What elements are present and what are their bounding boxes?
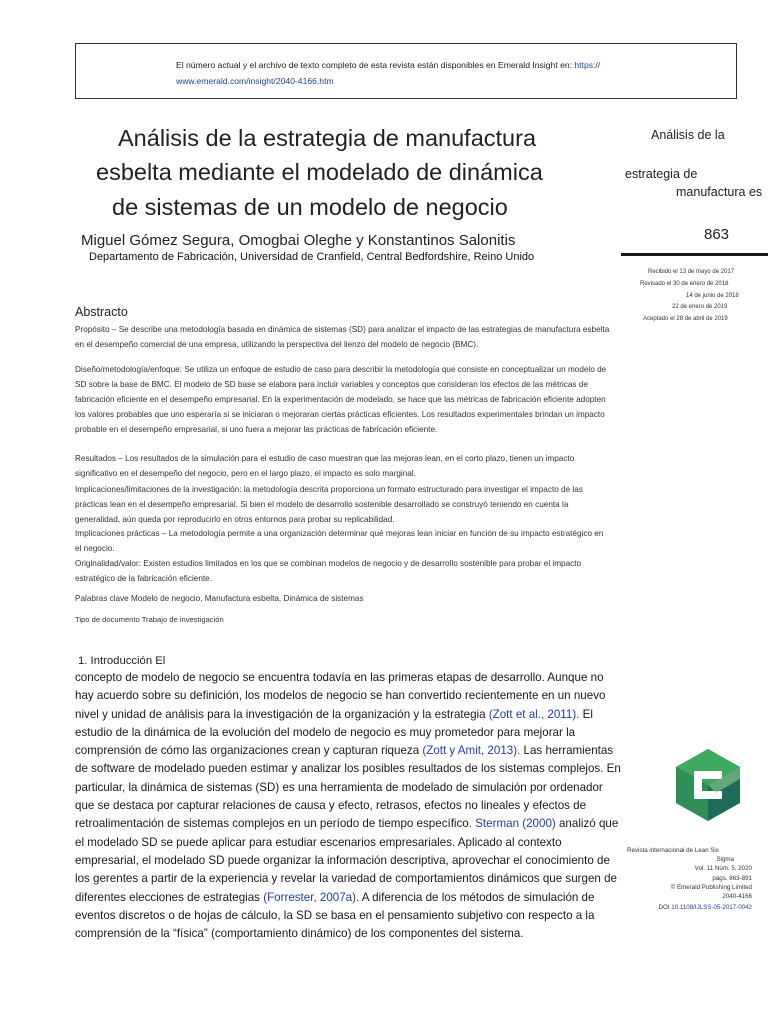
authors: Miguel Gómez Segura, Omogbai Oleghe y Konstantinos Salonitis xyxy=(81,232,516,249)
abstract-originality: Originalidad/valor: Existen estudios limitados en los que se combinan modelos de negocio y de desarrollo sostenible para probar el impacto estratégico de la fabricación eficiente. xyxy=(75,559,582,583)
intro-text-3: Las herramientas de software de modelado pueden estimar y analizar los posibles resultados de los sistemas complejos. En particular, la dinámica de sistemas (SD) es una herramienta de modelado de simulación por ordenador que se destaca por capturar relaciones de causa y efecto, retrasos, efectos no lineales y efectos de retroalimentación de sistemas complejos en un período de tiempo específico. xyxy=(75,744,621,831)
article-title-line-3: de sistemas de un modelo de negocio xyxy=(112,194,508,220)
notice-prefix: El número actual y el archivo de texto completo de esta revista están disponibles en Emerald Insight en: xyxy=(176,60,575,70)
date-revised-3: 22 de enero de 2019 xyxy=(672,304,728,310)
abstract-findings: Resultados – Los resultados de la simulación para el estudio de caso muestran que las mejoras lean, en el corto plazo, tienen un impacto significativo en el desempeño del negocio, pero en el largo plazo, el impacto es solo marginal. xyxy=(75,454,575,478)
doi-link[interactable]: 10.1108/IJLSS-05-2017-0042 xyxy=(671,904,752,912)
keywords: Palabras clave Modelo de negocio, Manufactura esbelta, Dinámica de sistemas xyxy=(75,594,364,603)
journal-name-line-1: Revista internacional de Lean Six xyxy=(627,847,719,854)
section-heading-introduction: 1. Introducción El xyxy=(78,655,166,667)
journal-volume: Vol. 11 Núm. 5, 2020 xyxy=(694,865,752,873)
intro-text-1: concepto de modelo de negocio se encuentra todavía en las primeras etapas de desarrollo. Aunque no hay acuerdo sobre su definición, los modelos de negocio se han convertido recientemente en un nuevo nivel y unidad de análisis para la investigación de la organización y la estrategia xyxy=(75,671,606,721)
intro-text-4: analizó que el modelado SD se puede aplicar para estudiar escenarios empresariales. Aplicado al contexto empresarial, el modelado SD puede organizar la información descriptiva, aprovechar el conocimiento de los gerentes a partir de la experiencia y revelar la variedad de comportamientos dinámicos que surgen de diferentes elecciones de estrategias xyxy=(75,817,619,904)
journal-metadata xyxy=(600,846,752,912)
doi-label: DOI xyxy=(658,904,672,912)
abstract-practical-implications: Implicaciones prácticas – La metodología permite a una organización determinar qué mejoras lean iniciar en función de su impacto estratégico en el negocio. xyxy=(75,529,604,553)
page-number: 863 xyxy=(704,226,730,243)
affiliation: Departamento de Fabricación, Universidad de Cranfield, Central Bedfordshire, Reino Unido xyxy=(89,251,535,263)
running-head-line-2: estrategia de xyxy=(625,167,698,181)
availability-notice-text xyxy=(176,57,626,89)
article-title-line-2: esbelta mediante el modelado de dinámica xyxy=(96,159,543,185)
emerald-publisher-logo xyxy=(676,749,740,821)
date-revised-1: Revisado el 30 de enero de 2018 xyxy=(640,281,729,287)
article-title-line-1: Análisis de la estrategia de manufactura xyxy=(118,125,537,151)
abstract-research-implications: Implicaciones/limitaciones de la investigación: la metodología descrita proporciona un formato estructurado para investigar el impacto de las prácticas lean en el desempeño empresarial. Si bien el modelo de desarrollo sostenible desarrollado se construyó teniendo en cuenta la generalidad, aún queda por reproducirlo en otros entornos para probar su replicabilidad. xyxy=(75,485,583,524)
date-revised-2: 14 de junio de 2018 xyxy=(686,293,739,299)
running-head-rule xyxy=(621,253,768,256)
abstract-purpose: Propósito – Se describe una metodología basada en dinámica de sistemas (SD) para analizar el impacto de las estrategias de manufactura esbelta en el desempeño comercial de una empresa, utilizando la perspectiva del lienzo del modelo de negocio (BMC). xyxy=(75,325,610,349)
intro-text-5: A diferencia de los métodos de simulación de eventos discretos o de hojas de cálculo, la SD se basa en el pensamiento subjetivo con respecto a la comprensión de la “física” (comportamiento dinámico) de los componentes del sistema. xyxy=(75,890,595,941)
journal-copyright: © Emerald Publishing Limited xyxy=(670,883,752,891)
abstract-heading: Abstracto xyxy=(75,305,128,319)
doi-line xyxy=(600,903,752,912)
journal-url-link-part2[interactable]: www.emerald.com/insight/2040-4166.htm xyxy=(176,76,334,86)
date-accepted: Aceptado el 28 de abril de 2019 xyxy=(643,316,728,322)
document-type: Tipo de documento Trabajo de investigación xyxy=(75,615,224,624)
citation-sterman-2000[interactable]: Sterman (2000) xyxy=(475,817,556,831)
abstract-design: Diseño/metodología/enfoque: Se utiliza un enfoque de estudio de caso para describir la metodología que consiste en conceptualizar un modelo de SD sobre la base de BMC. El modelo de SD base se elabora para incluir variables y conceptos que consideran los efectos de las métricas de fabricación eficiente en el desempeño empresarial. En la experimentación de modelado, se hace que las métricas de fabricación eficiente adopten los valores probables que uno esperaría si se iniciaran o mejoraran ciertas prácticas eficientes. Los resultados experimentales brindan un impacto probable en el desempeño empresarial, si uno fuera a mejorar las prácticas de fabricación eficiente. xyxy=(75,365,607,434)
running-head-line-3: manufactura es xyxy=(676,185,763,199)
journal-pages: págs. 863-891 xyxy=(712,874,752,882)
availability-notice-box xyxy=(75,43,737,99)
introduction-paragraph xyxy=(75,669,621,943)
citation-forrester-2007a[interactable]: (Forrester, 2007a). xyxy=(263,890,360,904)
journal-url-link-part1[interactable]: https:// xyxy=(574,60,601,70)
journal-issn: 2040-4166 xyxy=(722,893,752,901)
journal-name-line-2: Sigma xyxy=(716,856,734,864)
citation-zott-2011[interactable]: (Zott et al., 2011). xyxy=(488,707,580,721)
running-head-line-1: Análisis de la xyxy=(651,128,725,142)
intro-text-2: El estudio de la dinámica de la evolución del modelo de negocio es muy prometedor para mejorar la comprensión de cómo las organizaciones crean y capturan riqueza xyxy=(75,707,593,758)
date-received: Recibido el 13 de mayo de 2017 xyxy=(648,269,735,275)
citation-zott-amit-2013[interactable]: (Zott y Amit, 2013). xyxy=(422,744,521,758)
